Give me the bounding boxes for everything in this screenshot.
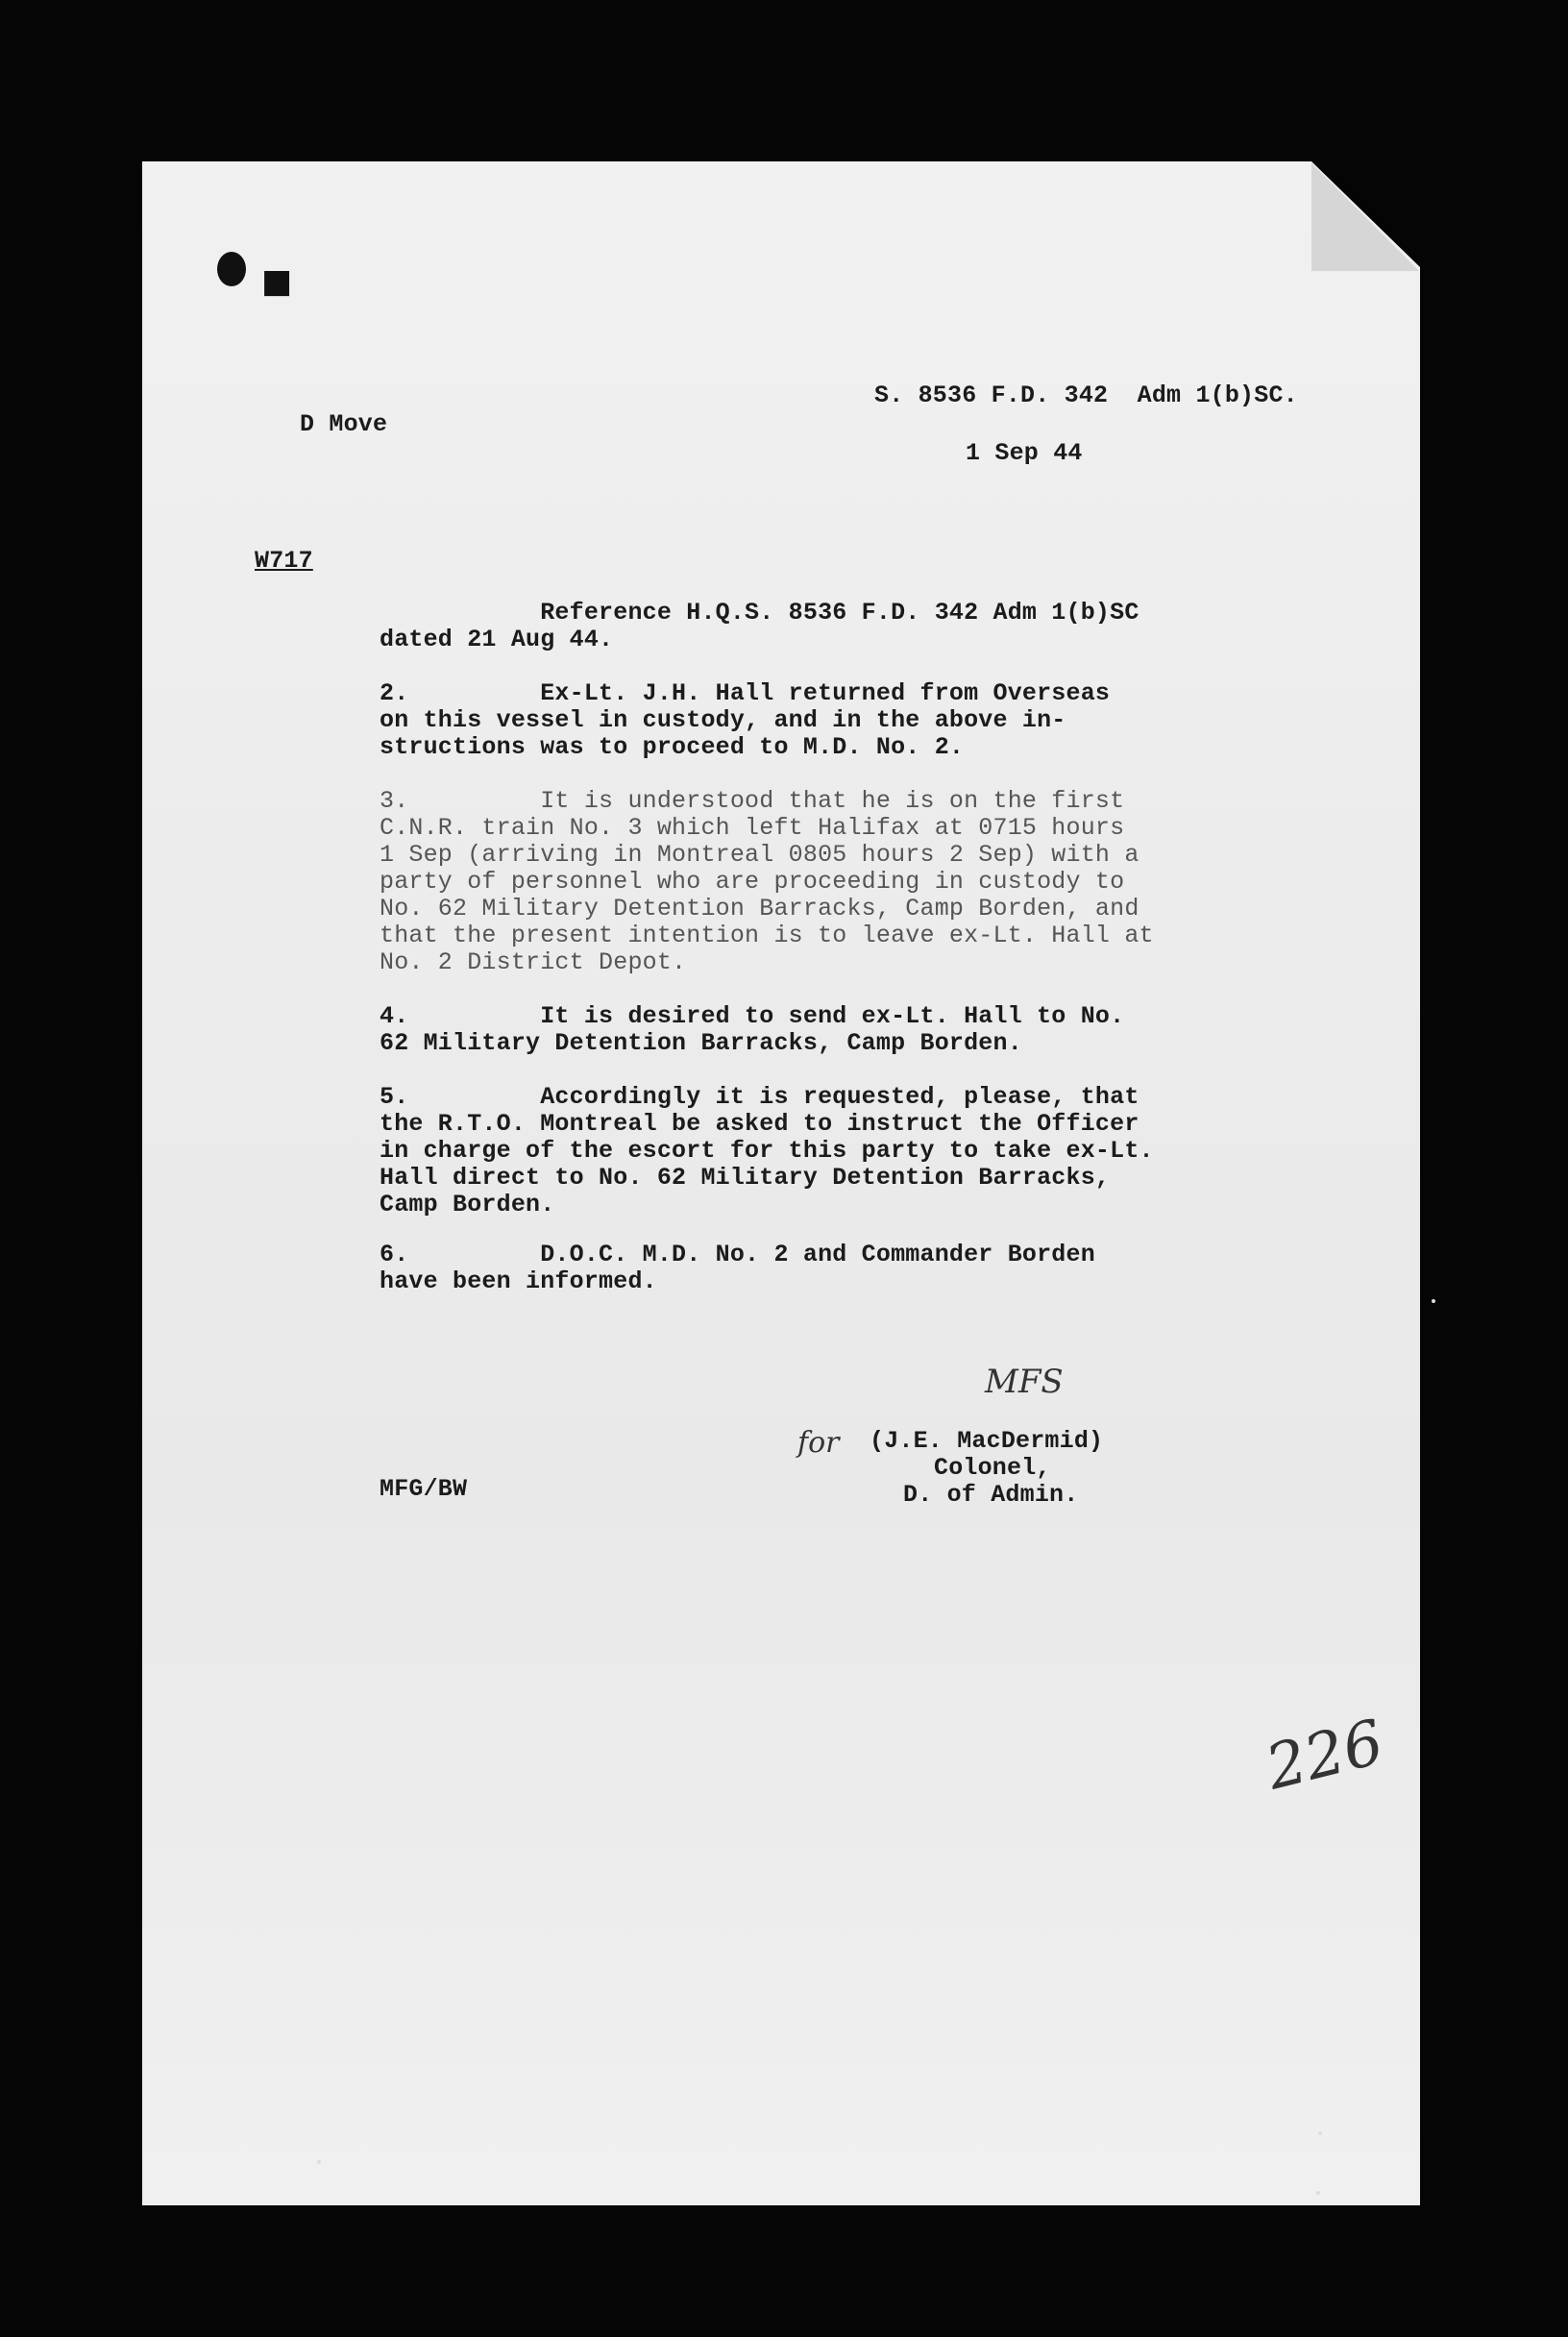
para-5-line-3: in charge of the escort for this party to take ex-Lt. xyxy=(380,1137,1154,1165)
dust-speck xyxy=(1432,1299,1435,1303)
addressee: D Move xyxy=(300,410,388,438)
para-3-line-4: party of personnel who are proceeding in custody to xyxy=(380,868,1125,896)
file-reference: S. 8536 F.D. 342 Adm 1(b)SC. xyxy=(874,381,1298,409)
para-1-line-2: dated 21 Aug 44. xyxy=(380,626,614,653)
folio-number: 226 xyxy=(1259,1707,1391,1805)
para-3-line-1: 3. It is understood that he is on the first xyxy=(380,787,1125,815)
para-3-line-6: that the present intention is to leave ex-Lt. Hall at xyxy=(380,922,1154,949)
para-3-line-2: C.N.R. train No. 3 which left Halifax at 0715 hours xyxy=(380,814,1125,842)
handwritten-initials: MFS xyxy=(985,1363,1064,1401)
para-4-line-2: 62 Military Detention Barracks, Camp Borden. xyxy=(380,1029,1022,1057)
para-3-line-7: No. 2 District Depot. xyxy=(380,948,687,976)
para-3-line-5: No. 62 Military Detention Barracks, Camp Borden, and xyxy=(380,895,1139,922)
para-5-line-1: 5. Accordingly it is requested, please, that xyxy=(380,1083,1139,1111)
para-6-line-1: 6. D.O.C. M.D. No. 2 and Commander Borden xyxy=(380,1241,1095,1268)
handwritten-for: for xyxy=(797,1426,840,1460)
signatory-rank: Colonel, xyxy=(934,1454,1051,1482)
para-2-line-2: on this vessel in custody, and in the above in- xyxy=(380,706,1066,734)
typist-reference: MFG/BW xyxy=(380,1475,468,1503)
para-5-line-4: Hall direct to No. 62 Military Detention Barracks, xyxy=(380,1164,1111,1192)
para-2-line-1: 2. Ex-Lt. J.H. Hall returned from Overseas xyxy=(380,679,1111,707)
para-3-line-3: 1 Sep (arriving in Montreal 0805 hours 2 Sep) with a xyxy=(380,841,1139,869)
dust-speck xyxy=(1316,2191,1320,2195)
signatory-name: (J.E. MacDermid) xyxy=(870,1427,1104,1455)
folded-corner xyxy=(1311,163,1420,271)
letter-date: 1 Sep 44 xyxy=(966,439,1083,467)
dust-speck xyxy=(317,2160,321,2164)
corner-mark: ■ xyxy=(261,262,293,301)
para-5-line-5: Camp Borden. xyxy=(380,1191,555,1218)
para-4-line-1: 4. It is desired to send ex-Lt. Hall to No. xyxy=(380,1002,1125,1030)
para-6-line-2: have been informed. xyxy=(380,1267,657,1295)
para-5-line-2: the R.T.O. Montreal be asked to instruct the Officer xyxy=(380,1110,1139,1138)
para-1-line-1: Reference H.Q.S. 8536 F.D. 342 Adm 1(b)SC xyxy=(380,599,1139,627)
para-2-line-3: structions was to proceed to M.D. No. 2. xyxy=(380,733,965,761)
dust-speck xyxy=(1318,2131,1322,2135)
punch-mark xyxy=(217,252,246,286)
signatory-title: D. of Admin. xyxy=(903,1481,1079,1509)
file-code: W717 xyxy=(255,547,313,575)
